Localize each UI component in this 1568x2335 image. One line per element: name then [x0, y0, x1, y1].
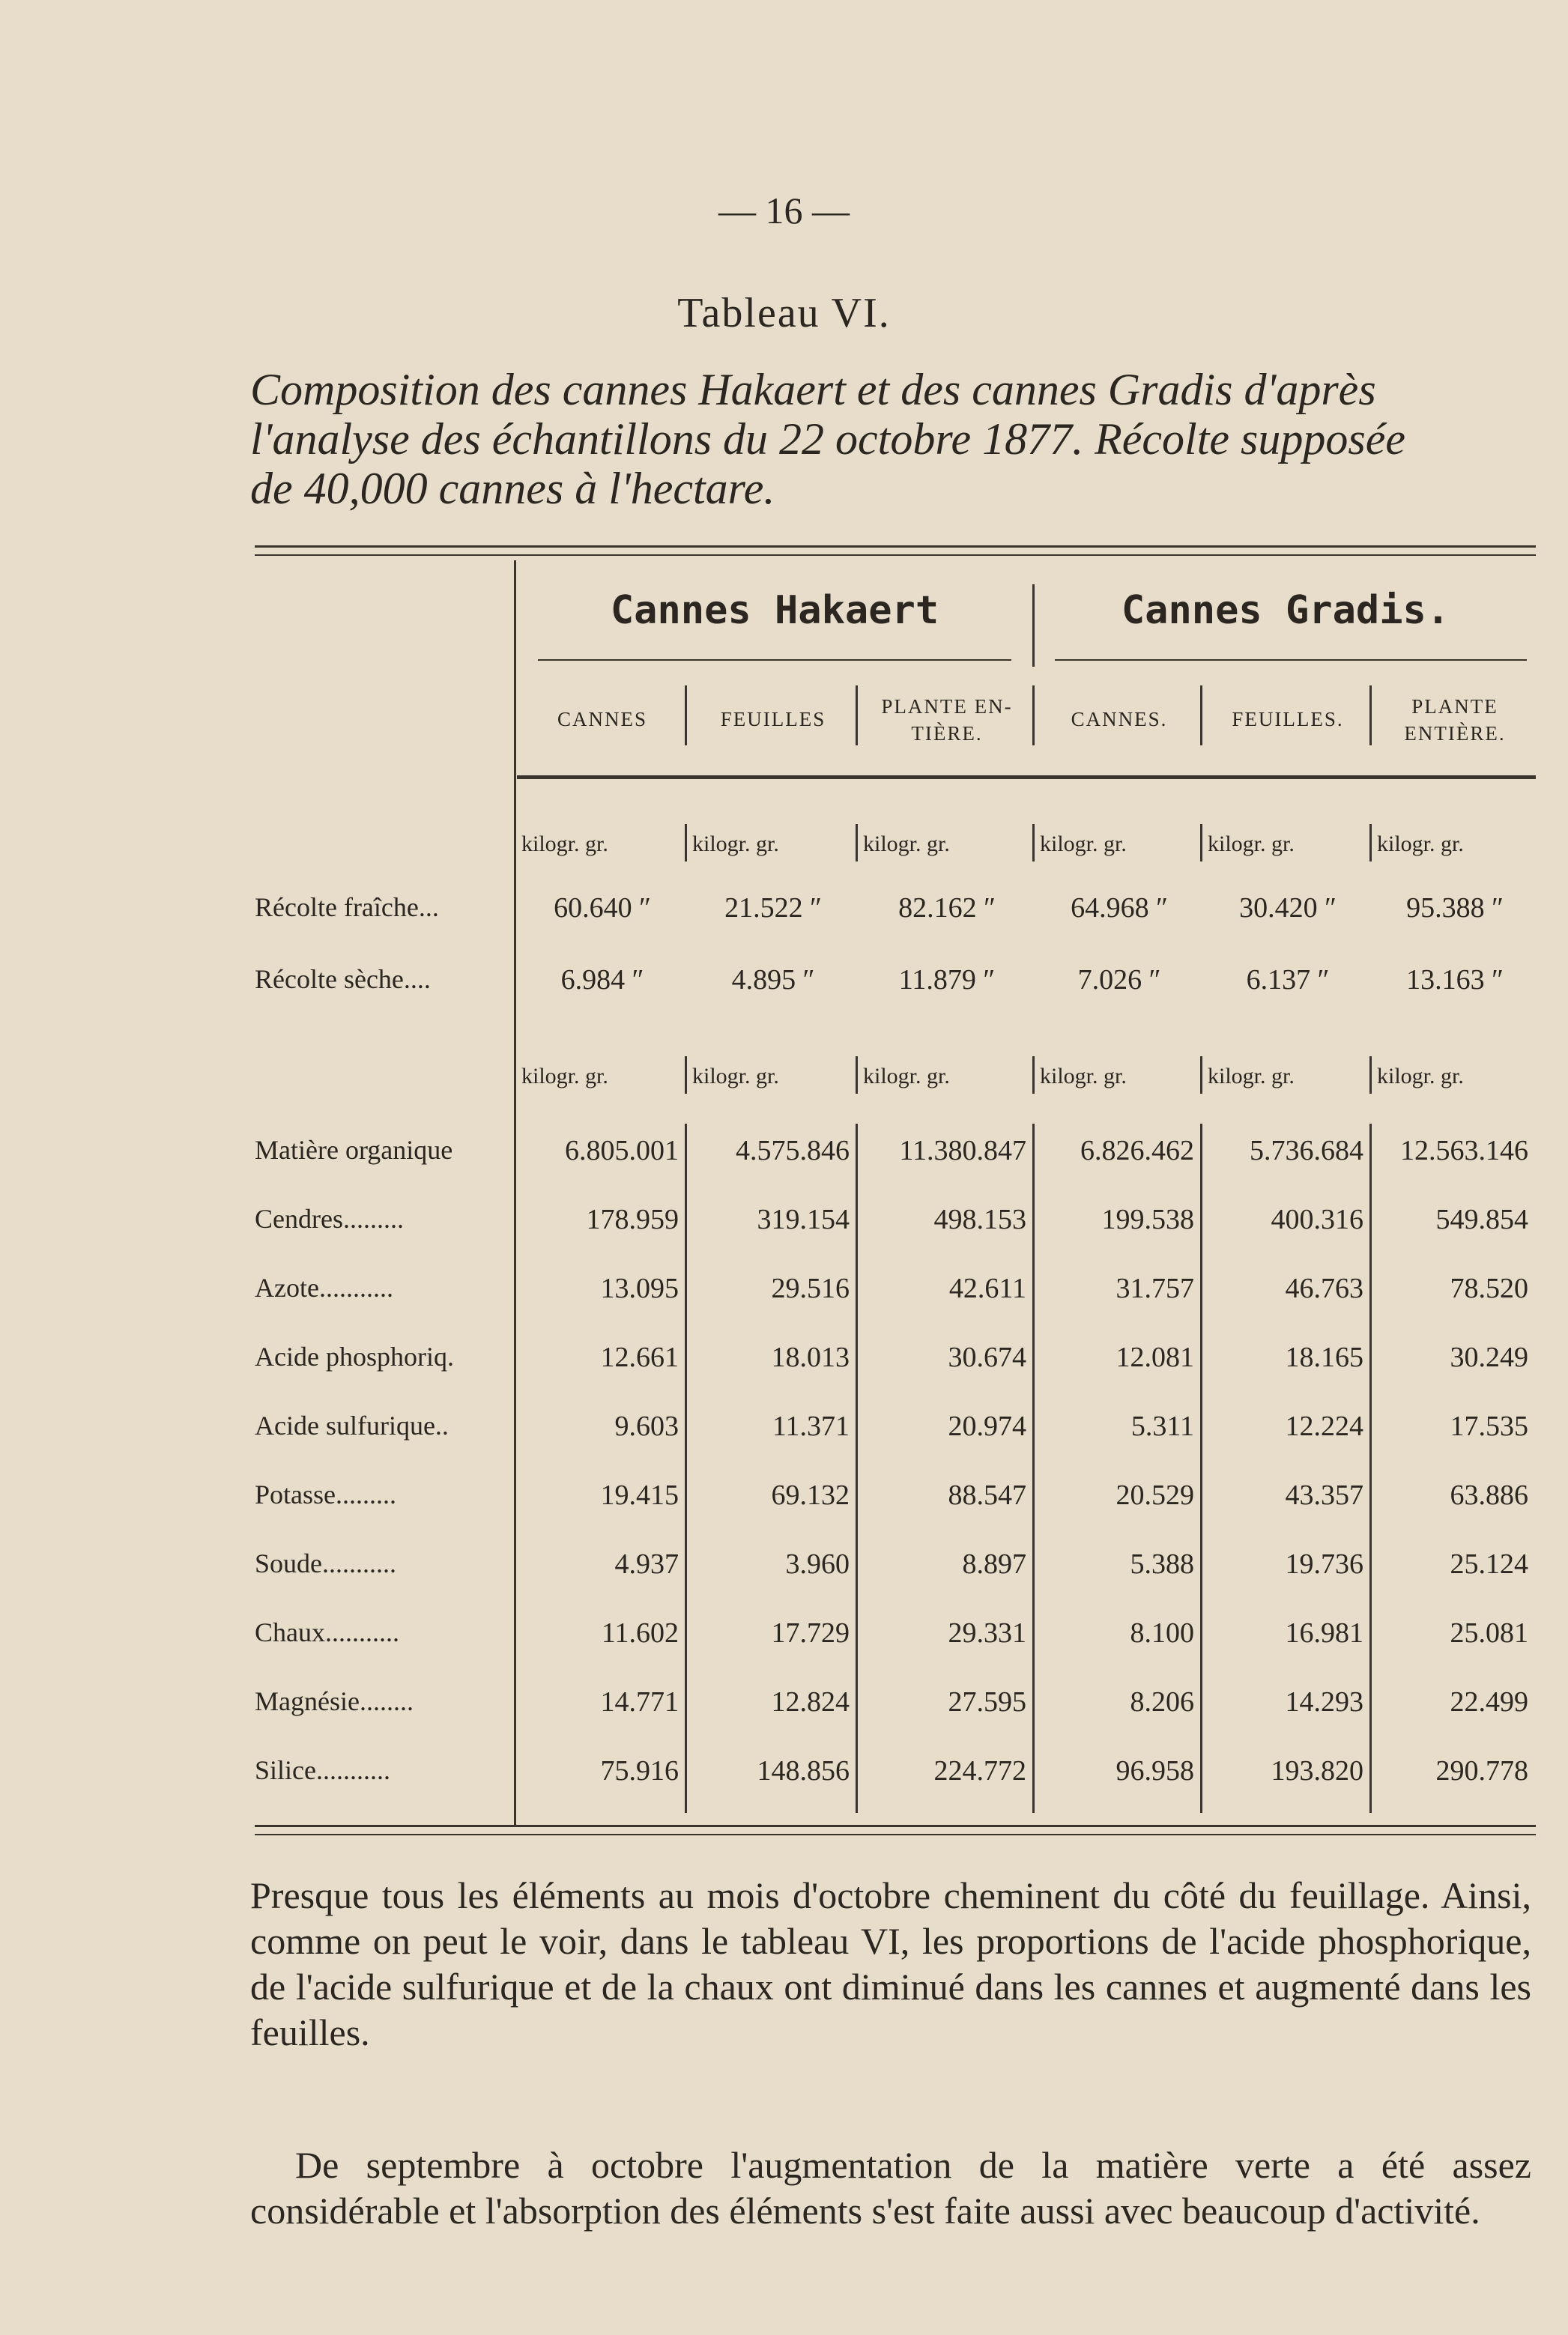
row-label: Matière organique — [255, 1135, 453, 1165]
table-cell: 4.937 — [614, 1548, 679, 1580]
unit-divider — [1369, 1056, 1372, 1094]
unit-label: kilogr. gr. — [863, 1064, 950, 1088]
table-cell: 7.026 ″ — [1077, 964, 1161, 996]
table-cell: 11.602 — [601, 1617, 679, 1649]
table-stub-rule — [514, 560, 516, 1826]
unit-label: kilogr. gr. — [863, 832, 950, 856]
table-cell: 11.380.847 — [899, 1135, 1026, 1166]
table-cell: 27.595 — [948, 1686, 1026, 1718]
brace-gradis — [1055, 659, 1527, 661]
group-header-gradis: Cannes Gradis. — [1121, 588, 1450, 633]
table-cell: 13.163 ″ — [1406, 964, 1504, 996]
row-label: Acide phosphoriq. — [255, 1342, 454, 1372]
table-cell: 5.388 — [1130, 1548, 1194, 1580]
group-header-hakaert: Cannes Hakaert — [610, 588, 939, 633]
row-label: Cendres......... — [255, 1204, 404, 1234]
row-label: Potasse......... — [255, 1480, 396, 1509]
table-top-rule — [255, 545, 1536, 548]
table-cell: 12.081 — [1116, 1342, 1194, 1373]
table-cell: 193.820 — [1271, 1755, 1363, 1787]
table-cell: 78.520 — [1450, 1273, 1528, 1304]
table-cell: 17.535 — [1450, 1411, 1528, 1442]
table-cell: 18.013 — [771, 1342, 850, 1373]
paragraph-2: De septembre à octobre l'augmentation de la matière verte a été assez considérable et l'absorption des éléments s'est faite aussi avec beaucoup d'activité. — [250, 2144, 1531, 2232]
unit-label: kilogr. gr. — [1208, 1064, 1295, 1088]
table-cell: 30.420 ″ — [1239, 892, 1337, 924]
row-label: Azote........... — [255, 1273, 393, 1303]
table-cell: 64.968 ″ — [1071, 892, 1168, 924]
row-label: Récolte sèche.... — [255, 964, 431, 994]
table-cell: 5.311 — [1130, 1411, 1194, 1442]
table-cell: 6.137 ″ — [1246, 964, 1330, 996]
table-cell: 75.916 — [600, 1755, 679, 1787]
table-cell: 95.388 ″ — [1406, 892, 1504, 924]
table-cell: 21.522 ″ — [724, 892, 822, 924]
unit-divider — [856, 1056, 858, 1094]
table-top-rule-2 — [255, 554, 1536, 556]
column-rule — [1200, 1124, 1202, 1813]
table-cell: 6.984 ″ — [560, 964, 644, 996]
table-cell: 6.826.462 — [1080, 1135, 1194, 1166]
column-header: FEUILLES. — [1232, 708, 1344, 730]
column-header-divider — [1032, 685, 1035, 745]
table-cell: 30.249 — [1450, 1342, 1528, 1373]
table-cell: 19.736 — [1285, 1548, 1363, 1580]
table-cell: 9.603 — [614, 1411, 679, 1442]
table-cell: 82.162 ″ — [898, 892, 996, 924]
table-cell: 63.886 — [1450, 1480, 1528, 1511]
table-cell: 148.856 — [757, 1755, 850, 1787]
table-cell: 14.771 — [600, 1686, 679, 1718]
table-cell: 17.729 — [771, 1617, 850, 1649]
table-cell: 60.640 ″ — [554, 892, 651, 924]
column-rule — [856, 1124, 858, 1813]
table-cell: 11.371 — [772, 1411, 850, 1442]
table-group-divider — [1032, 584, 1035, 667]
unit-label: kilogr. gr. — [692, 1064, 779, 1088]
table-cell: 25.124 — [1450, 1548, 1528, 1580]
table-cell: 42.611 — [948, 1273, 1026, 1304]
table-cell: 31.757 — [1116, 1273, 1194, 1304]
table-cell: 29.516 — [771, 1273, 850, 1304]
table-cell: 549.854 — [1435, 1204, 1528, 1235]
unit-divider — [1200, 1056, 1202, 1094]
column-header: CANNES — [557, 708, 647, 730]
unit-divider — [1032, 1056, 1035, 1094]
table-cell: 3.960 — [785, 1548, 850, 1580]
table-cell: 13.095 — [600, 1273, 679, 1304]
column-rule — [685, 1124, 687, 1813]
table-cell: 19.415 — [600, 1480, 679, 1511]
table-cell: 12.661 — [600, 1342, 679, 1373]
unit-divider — [685, 824, 687, 861]
table-cell: 22.499 — [1450, 1686, 1528, 1718]
table-cell: 12.824 — [771, 1686, 850, 1718]
caption-line-2: l'analyse des échantillons du 22 octobre 1877. Récolte supposée — [250, 414, 1405, 464]
row-label: Silice........... — [255, 1755, 390, 1785]
table-cell: 46.763 — [1285, 1273, 1363, 1304]
table-cell: 319.154 — [757, 1204, 850, 1235]
column-header-divider — [685, 685, 687, 745]
unit-divider — [1200, 824, 1202, 861]
caption-line-3: de 40,000 cannes à l'hectare. — [250, 464, 775, 513]
unit-label: kilogr. gr. — [521, 832, 608, 856]
table-cell: 25.081 — [1450, 1617, 1528, 1649]
unit-label: kilogr. gr. — [1377, 832, 1464, 856]
table-cell: 14.293 — [1285, 1686, 1363, 1718]
unit-label: kilogr. gr. — [692, 832, 779, 856]
unit-divider — [856, 824, 858, 861]
table-cell: 20.974 — [948, 1411, 1026, 1442]
unit-label: kilogr. gr. — [1377, 1064, 1464, 1088]
unit-divider — [685, 1056, 687, 1094]
column-header-divider — [856, 685, 858, 745]
row-label: Acide sulfurique.. — [255, 1411, 449, 1441]
table-cell: 290.778 — [1435, 1755, 1528, 1787]
table-cell: 5.736.684 — [1250, 1135, 1363, 1166]
column-header: CANNES. — [1071, 708, 1168, 730]
unit-label: kilogr. gr. — [1208, 832, 1295, 856]
header-underline — [517, 775, 1536, 779]
table-cell: 178.959 — [586, 1204, 679, 1235]
unit-label: kilogr. gr. — [1040, 1064, 1127, 1088]
table-cell: 16.981 — [1285, 1617, 1363, 1649]
table-cell: 30.674 — [948, 1342, 1026, 1373]
table-cell: 4.895 ″ — [731, 964, 815, 996]
column-header: PLANTE EN- TIÈRE. — [881, 695, 1013, 745]
table-cell: 29.331 — [948, 1617, 1026, 1649]
table-cell: 8.206 — [1130, 1686, 1194, 1718]
table-cell: 4.575.846 — [736, 1135, 850, 1166]
column-rule — [1369, 1124, 1372, 1813]
table-cell: 20.529 — [1116, 1480, 1194, 1511]
table-cell: 224.772 — [933, 1755, 1026, 1787]
table-cell: 88.547 — [948, 1480, 1026, 1511]
column-header-divider — [1200, 685, 1202, 745]
column-header: FEUILLES — [720, 708, 826, 730]
row-label: Magnésie........ — [255, 1686, 414, 1716]
row-label: Soude........... — [255, 1548, 396, 1578]
unit-divider — [1369, 824, 1372, 861]
table-cell: 6.805.001 — [565, 1135, 679, 1166]
table-bottom-rule — [255, 1825, 1536, 1827]
table-cell: 199.538 — [1101, 1204, 1194, 1235]
brace-hakaert — [538, 659, 1011, 661]
table-cell: 18.165 — [1285, 1342, 1363, 1373]
row-label: Récolte fraîche... — [255, 892, 439, 922]
table-cell: 8.100 — [1130, 1617, 1194, 1649]
unit-label: kilogr. gr. — [521, 1064, 608, 1088]
table-cell: 12.563.146 — [1400, 1135, 1528, 1166]
paragraph-1: Presque tous les éléments au mois d'octobre cheminent du côté du feuillage. Ainsi, comme on peut le voir, dans le tableau VI, les proportions de l'acide phosphorique, de l'acide sulfurique et de la chaux ont diminué dans les cannes et augmenté dans les feuilles. — [250, 1874, 1531, 2053]
page-number: — 16 — — [718, 190, 850, 231]
table-title: Tableau VI. — [677, 290, 891, 336]
caption-line-1: Composition des cannes Hakaert et des cannes Gradis d'après — [250, 365, 1376, 414]
row-label: Chaux........... — [255, 1617, 399, 1647]
table-bottom-rule-2 — [255, 1834, 1536, 1835]
table-cell: 12.224 — [1285, 1411, 1363, 1442]
unit-label: kilogr. gr. — [1040, 832, 1127, 856]
table-cell: 8.897 — [962, 1548, 1026, 1580]
column-header-divider — [1369, 685, 1372, 745]
table-cell: 43.357 — [1285, 1480, 1363, 1511]
table-cell: 400.316 — [1271, 1204, 1363, 1235]
table-cell: 96.958 — [1116, 1755, 1194, 1787]
table-cell: 11.879 ″ — [898, 964, 996, 996]
column-header: PLANTE ENTIÈRE. — [1404, 695, 1506, 745]
column-rule — [1032, 1124, 1035, 1813]
unit-divider — [1032, 824, 1035, 861]
table-cell: 498.153 — [933, 1204, 1026, 1235]
table-cell: 69.132 — [771, 1480, 850, 1511]
